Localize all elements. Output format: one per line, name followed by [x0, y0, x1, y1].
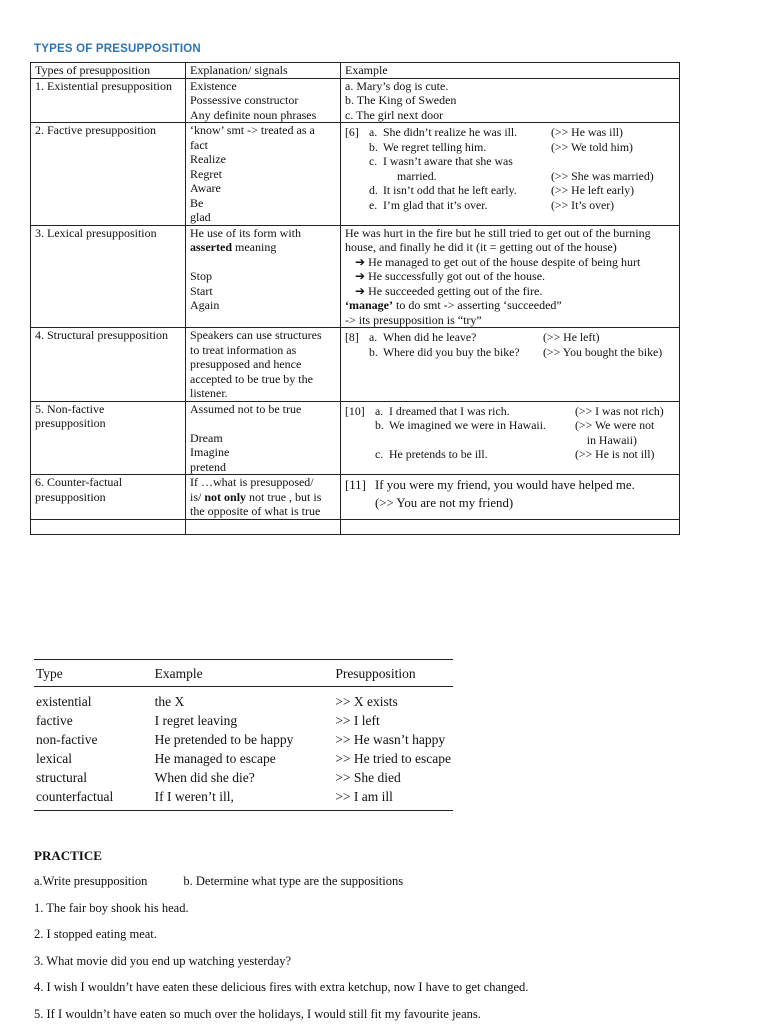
example-cell: He was hurt in the fire but he still tried to get out of the burning house, and finally he did it (it = getting out of the house) ➔ He managed to get out of the house despite of being hurt ➔ He successfully got out of the house. ➔ He succeeded getting out of the fire. ‘manage’ to do smt -> asserting ‘succeeded” -> its presupposition is “try” [341, 225, 680, 328]
summary-header-example: Example [153, 660, 334, 687]
summary-table [34, 659, 453, 811]
example-cell: [6] a. She didn’t realize he was ill. (>> He was ill) b. We regret telling him. (>> We told him) c. I wasn’t aware that she was married. (>> She was married) d. It isn’t odd that he left early. (>> He left early) e. I’m glad that it’s over. (>> It’s over) [341, 123, 680, 226]
summary-presupposition: >> I am ill [333, 787, 453, 811]
summary-header-type: Type [34, 660, 153, 687]
table-row [31, 401, 680, 475]
summary-presupposition: >> X exists [335, 694, 398, 709]
explanation-cell: Speakers can use structures to treat information as presupposed and hence accepted to be true by the listener. [186, 328, 341, 402]
empty-cell [186, 519, 341, 535]
example-cell: [11] If you were my friend, you would have helped me. (>> You are not my friend) [341, 475, 680, 520]
example-cell: [10] a. I dreamed that I was rich. (>> I was not rich) b. We imagined we were in Hawaii. (>> We were not in Hawaii) c. He pretends to be ill. (>> He is not ill) [341, 401, 680, 475]
table-header-row [31, 63, 680, 79]
explanation-cell: He use of its form with asserted meaning Stop Start Again [186, 225, 341, 328]
practice-title: PRACTICE [34, 848, 102, 863]
header-type: Types of presupposition [31, 63, 186, 79]
table-row [31, 328, 680, 402]
summary-example: If I weren’t ill, [153, 787, 334, 811]
summary-row [34, 730, 453, 749]
table-row [31, 78, 680, 123]
table-row [31, 123, 680, 226]
summary-presupposition: >> He wasn’t happy [335, 732, 446, 747]
arrow-icon: ➔ [355, 254, 366, 269]
summary-row [34, 711, 453, 730]
summary-example: I regret leaving [154, 713, 238, 728]
summary-type: lexical [36, 751, 72, 766]
summary-row [34, 687, 453, 712]
explanation-cell: If …what is presupposed/ is/ not only not true , but is the opposite of what is true [186, 475, 341, 520]
header-explanation: Explanation/ signals [186, 63, 341, 79]
summary-row [34, 749, 453, 768]
table-row [31, 475, 680, 520]
summary-example: When did she die? [154, 770, 255, 785]
arrow-icon: ➔ [355, 269, 366, 283]
summary-type: existential [36, 694, 92, 709]
summary-header-presupposition: Presupposition [333, 660, 453, 687]
task-b: b. Determine what type are the suppositions [183, 874, 404, 888]
type-cell: 1. Existential presupposition [31, 78, 186, 123]
presupposition-types-table [30, 62, 680, 535]
summary-row [34, 768, 453, 787]
explanation-cell: Existence Possessive constructor Any definite noun phrases [186, 78, 341, 123]
practice-item: 2. I stopped eating meat. [34, 927, 157, 941]
summary-type: factive [36, 713, 73, 728]
summary-example: He managed to escape [154, 751, 276, 766]
example-cell: [8] a. When did he leave? (>> He left) b. Where did you buy the bike? (>> You bought the bike) [341, 328, 680, 402]
summary-type: counterfactual [34, 787, 153, 811]
task-a: a.Write presupposition [34, 874, 148, 888]
type-cell: 2. Factive presupposition [31, 123, 186, 226]
summary-row [34, 787, 453, 811]
practice-item: 3. What movie did you end up watching yesterday? [34, 953, 291, 968]
type-cell: 6. Counter-factual presupposition [31, 475, 186, 520]
empty-cell [31, 519, 186, 535]
header-example: Example [341, 63, 680, 79]
practice-section [34, 848, 528, 1033]
practice-tasks [34, 874, 528, 889]
summary-type: structural [36, 770, 87, 785]
explanation-cell: ‘know’ smt -> treated as a fact Realize Regret Aware Be glad [186, 123, 341, 226]
summary-presupposition: >> He tried to escape [335, 751, 451, 766]
practice-item: 4. I wish I wouldn’t have eaten these delicious fires with extra ketchup, now I have to get changed. [34, 980, 529, 994]
summary-example: the X [154, 694, 185, 709]
summary-type: non-factive [36, 732, 98, 747]
document-title: TYPES OF PRESUPPOSITION [34, 43, 201, 55]
type-cell: 5. Non-factive presupposition [31, 401, 186, 475]
empty-cell [341, 519, 680, 535]
table-row [31, 225, 680, 328]
summary-header-row [34, 660, 453, 687]
practice-item: 1. The fair boy shook his head. [34, 900, 189, 915]
arrow-icon: ➔ [355, 283, 366, 298]
type-cell: 4. Structural presupposition [31, 328, 186, 402]
table-row [31, 519, 680, 535]
example-cell: a. Mary’s dog is cute. b. The King of Sweden c. The girl next door [341, 78, 680, 123]
summary-presupposition: >> I left [335, 713, 380, 728]
explanation-cell: Assumed not to be true Dream Imagine pretend [186, 401, 341, 475]
summary-presupposition: >> She died [335, 770, 401, 785]
practice-item: 5. If I wouldn’t have eaten so much over the holidays, I would still fit my favourite jeans. [34, 1006, 481, 1021]
type-cell: 3. Lexical presupposition [31, 225, 186, 328]
summary-example: He pretended to be happy [154, 732, 294, 747]
